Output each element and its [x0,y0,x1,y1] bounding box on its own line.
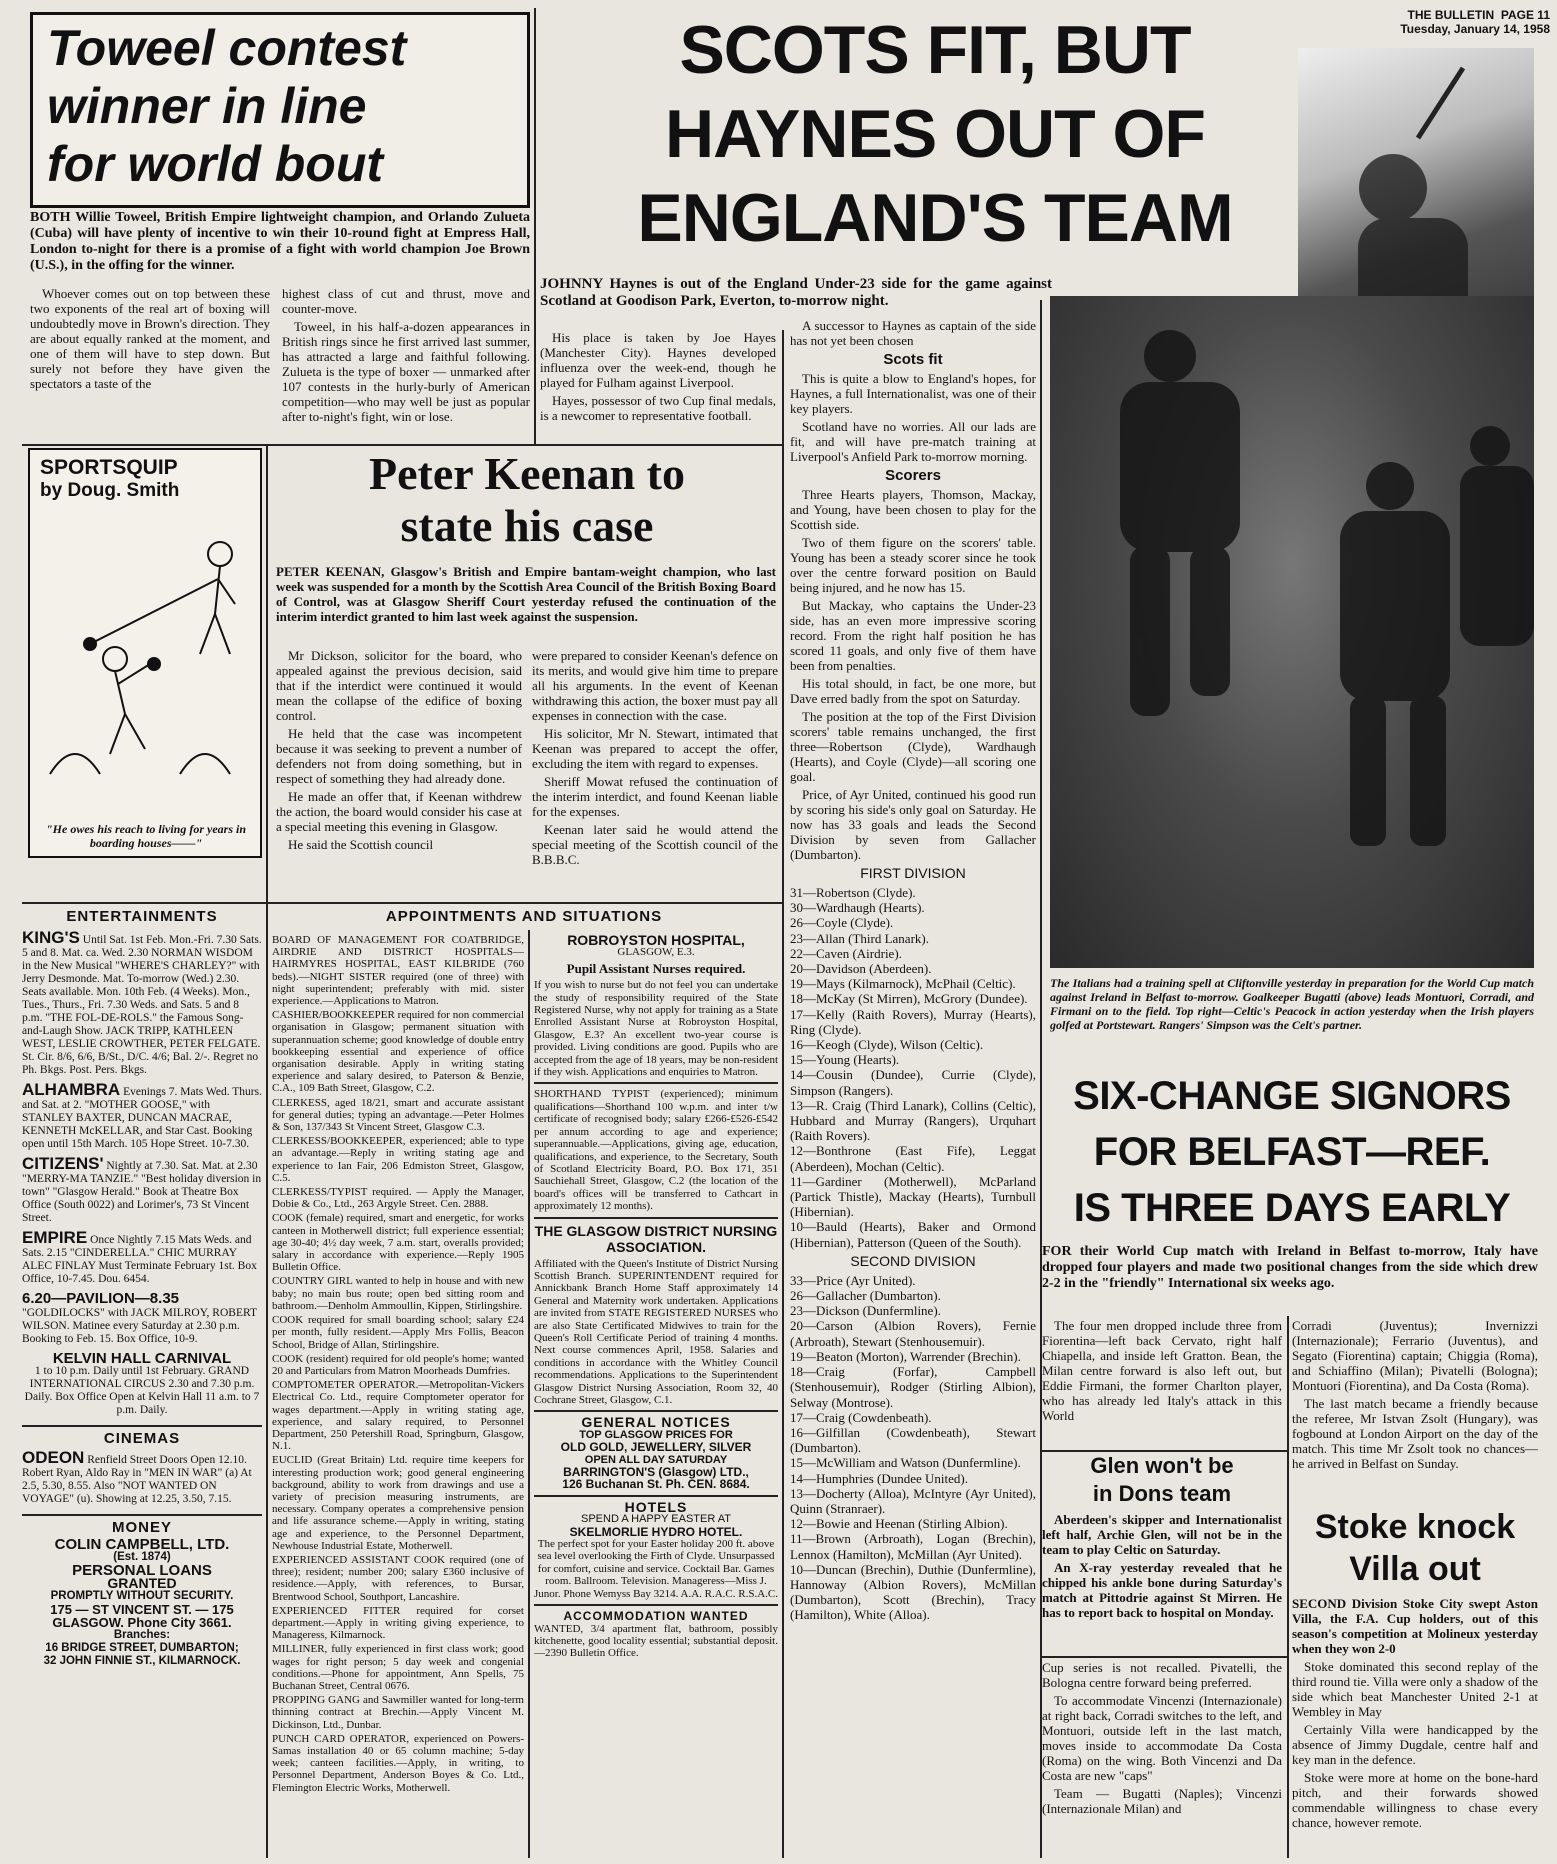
ad-colin-campbell [22,1538,262,1668]
money-line: 175 — ST VINCENT ST. — 175 [50,1602,234,1617]
appointments-col-1 [272,934,524,1858]
ad-name: 6.20—PAVILION—8.35 [22,1290,180,1307]
sportsquip-caption: "He owes his reach to living for years in boarding houses——" [46,822,246,850]
notice-line: BARRINGTON'S (Glasgow) LTD., [563,1465,749,1480]
keenan-right-para-1: were prepared to consider Keenan's defence on its merits, and would give him time to prepare all his arguments. In the event of Keenan withdrawing this action, the boxer must pay all expenses in connection with the case. [532,648,778,723]
list-item: 23—Dickson (Dunfermline). [790,1303,941,1319]
six-right-para-1: Corradi (Juventus); Invernizzi (Internazionale); Ferrario (Juventus), and Segato (Fiorentina) captain; Chiggia (Roma), and Schiaffino (Milan); Pivatelli (Bologna); Montuori (Fiorentina), and Da Costa (Roma). [1292,1318,1538,1393]
list-item: 19—Beaton (Morton), Warrender (Brechin). [790,1348,1021,1364]
scots-headline-1: SCOTS FIT, BUT [679,12,1191,88]
money-line: 16 BRIDGE STREET, DUMBARTON; [45,1642,239,1654]
keenan-headline-2: state his case [400,500,654,551]
job-ad: CASHIER/BOOKKEEPER required for non commercial organisation in Glasgow; permanent situation with superannuation scheme; good knowledge of double entry bookkeeping essential and experience of office organisation desirable. Apply in writing stating experience and salary desired, to Paterson & Benzie, C.A., 109 Bath Street, Glasgow, C.2. [272,1009,524,1095]
job-ad: EXPERIENCED FITTER required for corset department.—Apply in writing giving experience, to Manageress, Kilmarnock. [272,1604,524,1642]
list-item: 12—Bowie and Heenan (Stirling Albion). [790,1516,1008,1532]
ad-kelvin-hall [22,1352,262,1417]
money-line: PERSONAL LOANS [72,1562,212,1579]
list-item: 17—Kelly (Raith Rovers), Murray (Hearts), Ring (Clyde). [790,1006,1036,1037]
stoke-headline [1292,1506,1538,1594]
list-item: 15—Young (Hearts). [790,1052,900,1068]
scorers-para-6: Price, of Ayr United, continued his good run by scoring his side's only goal on Saturday. He now has 33 goals and leads the Second Division by seven from Gallacher (Dumbarton). [790,787,1036,862]
keenan-headline [272,448,782,558]
money-line: PROMPTLY WITHOUT SECURITY. [50,1590,234,1602]
scots-headline-2: HAYNES OUT OF [665,96,1205,172]
toweel-headline-box [30,12,530,208]
ad-name: KELVIN HALL CARNIVAL [52,1350,232,1367]
toweel-headline-2: winner in line [47,78,367,134]
ad-text: Until Sat. 1st Feb. Mon.-Fri. 7.30 Sats. 5 and 8. Mat. ca. Wed. 2.30 NORMAN WISDOM in the New Musical "WHERE'S CHARLEY?" with Jerry Desmonde. Mat. To-morrow (Wed.) 2.30. Seats available. Mon. 10th Feb. (4 Weeks). Mon., Tues., Thurs., Fri. 7.30 Weds. and Sats. 5 and 8 p.m. "THE FOL-DE-ROLS." the Famous Song-and-Laugh Show. JACK TRIPP, KATHLEEN WEST, LESLIE CROWTHER, PETER FELGATE. St. Cir. 8/6, 6/6, B/St., D/C. 4/6; Bal. 2/-. Regret no Ph. Bkgs. Post. Pers. Bkgs. [22,934,262,1076]
rule [22,902,782,904]
rule [266,444,782,446]
cartoon-illustration [30,514,260,784]
scots-sub-scorers: Scorers [885,467,941,484]
scots-sub-fit: Scots fit [883,351,943,368]
job-ad: EXPERIENCED ASSISTANT COOK required (one of three); resident; number 200; salary £360 inclusive of residence.—Apply, with references, to Bursar, Brentwood School, Southport, Lancashire. [272,1553,524,1603]
list-item: 30—Wardhaugh (Hearts). [790,900,925,916]
keenan-right-para-2: His solicitor, Mr N. Stewart, intimated that Keenan was prepared to accept the offer, excluding the item with regard to expenses. [532,726,778,771]
list-item: 20—Carson (Albion Rovers), Fernie (Arbroath), Stewart (Stenhousemuir). [790,1318,1036,1349]
keenan-headline-1: Peter Keenan to [369,448,685,499]
ad-text: "GOLDILOCKS" with JACK MILROY, ROBERT WILSON. Matinee every Saturday at 2.30 p.m. Booking to Feb. 15. Box Office, 10-9. [22,1307,257,1345]
glen-headline-1: Glen won't be [1090,1453,1234,1478]
stoke-para-4: Stoke were more at home on the bone-hard pitch, and their forwards showed commendable willingness to chase every chance, however remote. [1292,1770,1538,1830]
job-ad: MILLINER, fully experienced in first class work; good wages for right person; 5 day week and congenial conditions.—Phone for appointment, Ann Spells, 75 Buchanan Street, Central 0676. [272,1643,524,1692]
list-item: 14—Humphries (Dundee United). [790,1470,968,1486]
ad-name: ALHAMBRA [22,1080,121,1099]
stoke-body [1292,1596,1538,1858]
job-ad: CLERKESS/TYPIST required. — Apply the Manager, Dobie & Co., Ltd., 263 Argyle Street. Cen. 2888. [272,1186,524,1211]
photo-caption: The Italians had a training spell at Cliftonville yesterday in preparation for the World Cup match against Ireland in Belfast to-morrow. Goalkeeper Bugatti (above) leads Montuori, Corradi, and Firmani on to the field. Top right—Celtic's Peacock in action yesterday when the Irish players golfed at Portstewart. Rangers' Simpson was the Celt's partner. [1050,976,1534,1032]
accommodation-ad: WANTED, 3/4 apartment flat, bathroom, possibly kitchenette, good locality essential; substantial deposit.—2390 Bulletin Office. [534,1622,778,1660]
job-ad: PROPPING GANG and Sawmiller wanted for long-term thinning contract at Brechin.—Apply Vincent M. Dickinson, Ltd., Dunbar. [272,1694,524,1731]
six-headline-2: FOR BELFAST—REF. [1093,1130,1491,1174]
hotel-line: The perfect spot for your Easter holiday 200 ft. above sea level overlooking the Firth of Clyde. Unsurpassed for comfort, cuisine and service. Cocktail Bar. Games room. Ballroom. Television. Manageress—Miss J. Junor. Phone Wemyss Bay 3214. A.A. R.A.C. R.S.A.C. [534,1538,778,1600]
scorers-para-3: But Mackay, who captains the Under-23 side, has an even more impressive scoring record. From the right half position he has scored 11 goals, and only five of them have been from penalties. [790,598,1036,673]
hotels-title: HOTELS [624,1498,688,1515]
ad-name: CITIZENS' [22,1154,104,1173]
masthead-date: Tuesday, January 14, 1958 [1400,22,1550,36]
scots-fit-para-2: Scotland have no worries. All our lads are fit, and will have pre-match training at Liverpool's Anfield Park to-morrow morning. [790,419,1036,464]
keenan-right-col [532,648,778,898]
robroyston-title: ROBROYSTON HOSPITAL, [567,934,745,948]
stoke-headline-2: Villa out [1349,1550,1481,1588]
glen-body [1042,1512,1282,1654]
job-ad: CLERKESS, aged 18/21, smart and accurate assistant for general duties; typing an advantage.—Peter Holmes & Son, 137/343 St Vincent Street, Glasgow C.3. [272,1096,524,1134]
glen-headline-2: in Dons team [1092,1481,1232,1506]
ad-empire [22,1228,262,1286]
list-item: 17—Craig (Cowdenbeath). [790,1409,932,1425]
list-item: 26—Coyle (Clyde). [790,915,894,931]
toweel-right-col [282,286,530,440]
ad-citizens [22,1154,262,1225]
glen-headline [1042,1452,1282,1512]
keenan-right-para-4: Keenan later said he would attend the special meeting of the Scottish council of the B.B.B.C. [532,822,778,867]
ad-alhambra [22,1080,262,1151]
ad-odeon [22,1448,262,1506]
masthead [1338,8,1550,44]
italians-training-photo [1050,296,1534,968]
list-item: 16—Gilfillan (Cowdenbeath), Stewart (Dumbarton). [790,1424,1036,1456]
robroyston-text: If you wish to nurse but do not feel you can undertake the study of responsibility required of the State Registered Nurse, why not apply for training as a State Enrolled Assistant Nurse at Robroyston Hospital, Glasgow, E.3? An excellent two-year course is provided. Living conditions are good. Pupils who are accepted from the age of 18 years, may be non-resident if they wish. Applications and enquiries to Matron. [534,979,778,1079]
scots-successor: A successor to Haynes as captain of the side has not yet been chosen [790,318,1036,348]
list-item: 11—Brown (Arbroath), Logan (Brechin), Lennox (Hamilton), McMillan (Ayr United). [790,1531,1036,1562]
list-item: 18—Craig (Forfar), Campbell (Stenhousemuir), Rodger (Stirling Albion), Selway (Montrose). [790,1364,1036,1410]
six-left-col [1042,1318,1282,1448]
sportsquip-box [28,448,262,858]
six-continued [1042,1660,1282,1856]
ad-text: Renfield Street Doors Open 12.10. Robert Ryan, Aldo Ray in "MEN IN WAR" (a) At 2.5, 5.30, 8.55. Also "NOT WANTED ON VOYAGE" (u). Showing at 12.25, 3.50, 7.15. [22,1454,252,1505]
job-ad: COOK (female) required, smart and energetic, for works canteen in Motherwell district; full experience essential; age 30-40; 4½ day week, 7 a.m. start, overalls provided; salary in accordance with experience.—Reply 1905 Bulletin Office. [272,1212,524,1274]
toweel-right-para-2: Toweel, in his half-a-dozen appearances in British rings since he first arrived last summer, has attracted a large and faithful following. Zulueta is the type of boxer — unmarked after 107 contests in the hurly-burly of American competition—who may well be just as popular after to-night's fight, win or lose. [282,319,530,424]
keenan-left-col [276,648,522,898]
scots-left-para-2: Hayes, possessor of two Cup final medals, is a newcomer to representative football. [540,393,776,423]
six-right-para-2: The last match became a friendly because the referee, Mr Istvan Zsolt (Hungary), was fogbound at London Airport on the day of the match. This time Mr Zsolt took no chances—he arrived in Belfast on Sunday. [1292,1396,1538,1471]
second-division-list [790,1273,1036,1623]
toweel-left-col [30,286,270,440]
list-item: 10—Bauld (Hearts), Baker and Ormond (Hibernian), Patterson (Queen of the South). [790,1219,1036,1250]
second-division-title: SECOND DIVISION [850,1252,976,1269]
money-line: Branches: [113,1629,171,1641]
hotels-ad [534,1513,778,1606]
toweel-headline-3: for world bout [47,136,384,192]
general-notices-title: GENERAL NOTICES [581,1414,731,1431]
ad-name: KING'S [22,928,80,947]
job-ad: CLERKESS/BOOKKEEPER, experienced; able to type an advantage.—Reply in writing stating age and experience to Ian Fair, 206 Edmiston Street, Glasgow, C.5. [272,1135,524,1184]
glen-intro: Aberdeen's skipper and Internationalist left half, Archie Glen, will not be in the team to play Celtic on Saturday. [1042,1512,1282,1557]
six-left-para: The four men dropped include three from Fiorentina—left back Cervato, right half Chiapella, and inside left Gratton. Bean, the Milan centre forward is also left out, but Eddie Firmani, the former Charlton player, who has already led Italy's attack in this World [1042,1318,1282,1423]
six-change-headline [1050,1068,1534,1244]
money-line: GLASGOW. Phone City 3661. [52,1615,232,1630]
robroyston-sub: GLASGOW, E.3. [617,946,695,959]
scots-intro: JOHNNY Haynes is out of the England Under-23 side for the game against Scotland at Goodison Park, Everton, to-morrow night. [540,276,1052,309]
list-item: 23—Allan (Third Lanark). [790,930,929,946]
list-item: 16—Keogh (Clyde), Wilson (Celtic). [790,1037,984,1053]
rule [782,330,784,1858]
notice-line: TOP GLASGOW PRICES FOR [579,1428,733,1441]
list-item: 18—McKay (St Mirren), McGrory (Dundee). [790,991,1028,1007]
job-ad: COUNTRY GIRL wanted to help in house and with new baby; no main bus route; open bed sitting room and bathroom.—Denholm Ammoullin, Kippen, Stirlingshire. [272,1275,524,1312]
six-headline-1: SIX-CHANGE SIGNORS [1073,1074,1511,1118]
ad-text: 1 to 10 p.m. Daily until 1st February. GRAND INTERNATIONAL CIRCUS 2.30 and 7.30 p.m. Daily. Box Office Open at Kelvin Hall 11 a.m. to 7 p.m. Daily. [24,1365,260,1416]
list-item: 12—Bonthrone (East Fife), Leggat (Aberdeen), Mochan (Celtic). [790,1143,1036,1174]
ad-pavilion [22,1292,262,1346]
nursing-title: THE GLASGOW DISTRICT NURSING ASSOCIATION. [534,1222,778,1255]
scorers-para-4: His total should, in fact, be one more, but Dave erred badly from the spot on Saturday. [790,676,1036,706]
list-item: 22—Caven (Airdrie). [790,945,902,961]
job-ad: COMPTOMETER OPERATOR.—Metropolitan-Vickers Electrical Co. Ltd., require Comptometer operator for wages department.—Apply in writing stating age, experience, and salary required, to Personnel Department, 250 Petershill Road, Springburn, Glasgow, N.1. [272,1379,524,1453]
scorers-para-5: The position at the top of the First Division scorers' table remains unchanged, the first three—Robertson (Clyde), Wardhaugh (Hearts), and Coyle (Clyde)—all scoring one goal. [790,709,1036,784]
six-cont-para-1: Cup series is not recalled. Pivatelli, the Bologna centre forward being preferred. [1042,1660,1282,1690]
stoke-para-1: SECOND Division Stoke City swept Aston Villa, the F.A. Cup holders, out of this season's competition at Molineux yesterday when they won 2-0 [1292,1596,1538,1656]
robroyston-head: Pupil Assistant Nurses required. [566,960,746,976]
notice-line: OLD GOLD, JEWELLERY, SILVER [560,1440,752,1455]
keenan-intro: PETER KEENAN, Glasgow's British and Empire bantam-weight champion, who last week was suspended for a month by the Scottish Area Council of the British Boxing Board of Control, was at Glasgow Sheriff Court yesterday refused the continuation of the interim interdict granted to him last week against the suspension. [276,564,776,624]
six-cont-para-3: Team — Bugatti (Naples); Vincenzi (Internazionale Milan) and [1042,1786,1282,1816]
scots-headline-3: ENGLAND'S TEAM [637,180,1233,256]
first-division-list [790,885,1036,1250]
keenan-left-para-4: He said the Scottish council [288,837,434,852]
ad-name: ODEON [22,1448,85,1467]
scorers-para-1: Three Hearts players, Thomson, Mackay, and Young, have been chosen to play for the Scottish side. [790,487,1036,532]
list-item: 13—R. Craig (Third Lanark), Collins (Celtic), Hubbard and Murray (Rangers), Urquhart (Raith Rovers). [790,1097,1036,1144]
stoke-para-2: Stoke dominated this second replay of the third round tie. Villa were only a shadow of the side which beat Manchester United 2-1 at Wembley in May [1292,1659,1538,1719]
money-line: COLIN CAMPBELL, LTD. [54,1536,230,1553]
toweel-intro: BOTH Willie Toweel, British Empire lightweight champion, and Orlando Zulueta (Cuba) will have plenty of incentive to win their 10-round fight at Empress Hall, London to-night for there is a promise of a fight with world champion Joe Brown (U.S.), in the offing for the winner. [30,210,530,273]
list-item: 33—Price (Ayr United). [790,1272,916,1288]
ad-kings [22,928,262,1077]
keenan-right-para-3: Sheriff Mowat refused the continuation of the interim interdict, and found Keenan liable for the expenses. [532,774,778,819]
scots-headline [540,8,1330,268]
sportsquip-byline: by Doug. Smith [40,480,180,501]
ad-text: Nightly at 7.30. Sat. Mat. at 2.30 "MERRY-MA TANZIE." "Best holiday diversion in town" "Glasgow Herald." Book at Theatre Box Office (South 0022) and Lorimer's, 73 St Vincent Street. [22,1160,262,1224]
first-division-title: FIRST DIVISION [860,865,966,881]
glen-para: An X-ray yesterday revealed that he chipped his ankle bone during Saturday's match at Pittodrie against St Mirren. He has to report back to hospital on Monday. [1042,1560,1282,1620]
scots-left-para-1: His place is taken by Joe Hayes (Manchester City). Haynes developed influenza over the week-end, though he played for Fulham against Liverpool. [540,330,776,390]
list-item: 15—McWilliam and Watson (Dunfermline). [790,1455,1021,1471]
toweel-left-para: Whoever comes out on top between these two exponents of the real art of boxing will undoubtedly move in Brown's direction. They are about equally ranked at the moment, and one of them will have to step down. But surely not before they have given the spectators a taste of the [30,286,270,391]
keenan-left-para-2: He held that the case was incompetent because it was seeking to prevent a number of defenders not from doing something, but in respect of something they had already done. [276,726,522,786]
keenan-left-para-3: He made an offer that, if Keenan withdrew the action, the board would consider his case at a special meeting this evening in Glasgow. [276,789,522,834]
scots-left-col [540,330,776,442]
sportsquip-title: SPORTSQUIP [40,456,178,479]
list-item: 14—Cousin (Dundee), Currie (Clyde), Simpson (Rangers). [790,1067,1036,1098]
shorthand-ad: SHORTHAND TYPIST (experienced); minimum qualifications—Shorthand 100 w.p.m. and inter t/w certificate of recognised body; salary £266-£526-£542 per annum according to age and experience; superannuable.—Applications, giving age, education, qualifications, and experience, to the Secretary, South of Scotland Electricity Board, P.O. Box 171, 351 Sauchiehall Street, Glasgow, C.2 (the location of the board's offices will be transferred to Cathcart in approximately 12 months). [534,1084,778,1218]
ad-name: EMPIRE [22,1228,88,1247]
job-ad: BOARD OF MANAGEMENT FOR COATBRIDGE, AIRDRIE AND DISTRICT HOSPITALS—HAIRMYRES HOSPITAL, EAST KILBRIDE (760 beds).—NIGHT SISTER required (one of three) with night superintendent; preferably with mid. sister experience.—Applications to Matron. [272,934,524,1008]
accommodation-title: ACCOMMODATION WANTED [563,1609,749,1624]
six-intro: FOR their World Cup match with Ireland in Belfast to-morrow, Italy have dropped four players and made two positional changes from the side which drew 2-2 in the "friendly" International six weeks ago. [1042,1244,1538,1291]
list-item: 26—Gallacher (Dumbarton). [790,1288,941,1304]
toweel-headline-1: Toweel contest [47,20,407,76]
job-ad: PUNCH CARD OPERATOR, experienced on Powers-Samas installation 40 or 65 column machine; 5-day week; canteen facilities.—Apply, in writing, to Personnel Department, Anderson Boyes & Co. Ltd., Flemington Electric Works, Motherwell. [272,1732,524,1794]
rule [528,930,530,1858]
money-line: 32 JOHN FINNIE ST., KILMARNOCK. [43,1655,241,1667]
scots-right-col [790,318,1036,1858]
money-line: (Est. 1874) [113,1551,171,1563]
stoke-headline-1: Stoke knock [1314,1508,1516,1546]
ad-text: Once Nightly 7.15 Mats Weds. and Sats. 2.15 "CINDERELLA." CHIC MURRAY ALEC FINLAY Must Terminate February 1st. Box Office, 10-7.45. Dou. 6454. [22,1234,257,1285]
list-item: 31—Robertson (Clyde). [790,885,916,900]
appointments-col-2 [534,934,778,1858]
list-item: 19—Mays (Kilmarnock), McPhail (Celtic). [790,976,1016,992]
money-title: MONEY [22,1514,262,1536]
general-notices-ad [534,1429,778,1497]
entertainments-title: ENTERTAINMENTS [66,908,218,925]
notice-line: OPEN ALL DAY SATURDAY [584,1453,728,1466]
list-item: 10—Duncan (Brechin), Duthie (Dunfermline), Hannoway (Albion Rovers), McMillan (Dumbarton), Scott (Brechin), Tracy (Hamilton), White (Alloa). [790,1561,1036,1623]
job-ad: COOK (resident) required for old people's home; wanted 20 and Particulars from Matron Moorheads Dumfries. [272,1352,524,1377]
rule [1042,1450,1287,1452]
rule [1042,1656,1287,1658]
job-ad: COOK required for small boarding school; salary £24 per month, fully resident.—Apply Mrs Follis, Beacon School, Bridge of Allan, Stirlingshire. [272,1314,524,1351]
six-headline-3: IS THREE DAYS EARLY [1073,1186,1511,1230]
ad-text: Evenings 7. Mats Wed. Thurs. and Sat. at 2. "MOTHER GOOSE," with STANLEY BAXTER, DUNCAN MACRAE, KENNETH McKELLAR, and Star Cast. Booking open until 15th March. 105 Hope Street. 10-7.30. [22,1086,262,1150]
scorers-para-2: Two of them figure on the scorers' table. Young has been a steady scorer since he took over the centre forward position on Bauld being injured, and he now has 15. [790,535,1036,595]
six-right-col [1292,1318,1538,1504]
robroyston-ad [534,934,778,1084]
list-item: 20—Davidson (Aberdeen). [790,961,932,977]
masthead-paper: THE BULLETIN [1407,8,1495,22]
list-item: 11—Gardiner (Motherwell), McParland (Partick Thistle), Mackay (Hearts), Turnbull (Hibernian). [790,1173,1036,1220]
rule [534,8,536,446]
rule [266,446,268,1858]
job-ad: EUCLID (Great Britain) Ltd. require time keepers for interesting production work; good general engineering background, ability to work from drawings and use a variety of precision measuring instruments, are necessary. Company operates a comprehensive pension and life assurance scheme.—Apply in writing, stating age and experience, to the Personnel Department, Newhouse Industrial Estate, Motherwell. [272,1454,524,1552]
notice-line: 126 Buchanan St. Ph. CEN. 8684. [562,1477,750,1492]
six-cont-para-2: To accommodate Vincenzi (Internazionale) at right back, Corradi switches to the left, and Montuori, outside left in the last match, moves inside to accommodate Da Costa (Roma) on the wing. Both Vincenzi and Da Costa are new "caps" [1042,1693,1282,1783]
toweel-right-para-1: highest class of cut and thrust, move and counter-move. [282,286,530,316]
scots-fit-para-1: This is quite a blow to England's hopes, for Haynes, a full Internationalist, was one of their key players. [790,371,1036,416]
masthead-page: PAGE 11 [1500,8,1550,22]
footballer-figures-icon [1050,296,1534,968]
list-item: 13—Docherty (Alloa), McIntyre (Ayr United), Quinn (Stranraer). [790,1485,1036,1516]
entertainments-column [22,908,262,1858]
hotel-line: SPEND A HAPPY EASTER AT [581,1513,731,1526]
appointments-title: APPOINTMENTS AND SITUATIONS [385,908,663,925]
keenan-left-para-1: Mr Dickson, solicitor for the board, who appealed against the previous decision, said that if the interdict were continued it would mean the collapse of the edifice of boxing control. [276,648,522,723]
cinemas-title: CINEMAS [22,1425,262,1447]
nursing-ad [534,1219,778,1413]
nursing-text: Affiliated with the Queen's Institute of District Nursing Scottish Branch. SUPERINTENDENT required for Annickbank Branch Home Staff approximately 14 General and Maternity work undertaken. Applications are invited from STATE REGISTERED NURSES who are also State Certificated Midwives to train for the Queen's Roll Certificate Period of training 4 months. Next course commences April, 1958. Salaries and conditions in accordance with the Whitley Council recommendations. Applications to the Superintendent Glasgow District Nursing Association, Room 32, 40 Cochrane Street, Glasgow, C.1. [534,1257,778,1406]
stoke-para-3: Certainly Villa were handicapped by the absence of Jimmy Dugdale, centre half and key man in the defence. [1292,1722,1538,1767]
rule [1287,1316,1289,1858]
rule [1040,300,1042,1858]
hotel-line: SKELMORLIE HYDRO HOTEL. [569,1524,743,1539]
money-line: GRANTED [107,1575,177,1591]
